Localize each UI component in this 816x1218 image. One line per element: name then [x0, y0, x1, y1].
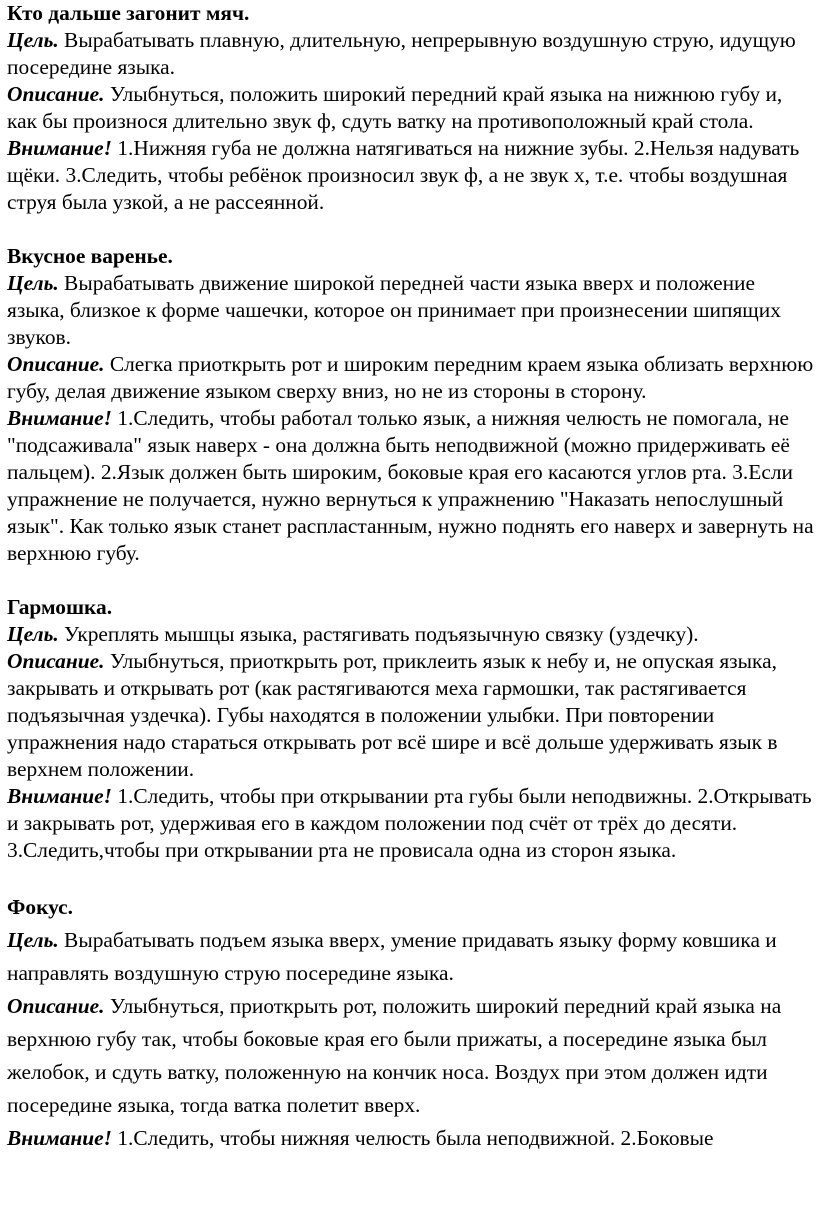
exercise-title: Фокус.: [7, 895, 73, 919]
goal-text: Вырабатывать подъем языка вверх, умение придавать языку форму ковшика и направлять воздушную струю посередине языка.: [7, 928, 777, 985]
goal-label: Цель.: [7, 28, 59, 52]
goal-paragraph: [7, 621, 816, 648]
attention-label: Внимание!: [7, 784, 112, 808]
goal-paragraph: [7, 924, 816, 990]
goal-label: Цель.: [7, 622, 59, 646]
goal-label: Цель.: [7, 928, 59, 952]
description-label: Описание.: [7, 649, 105, 673]
description-text: Улыбнуться, приоткрыть рот, положить широкий передний край языка на верхнюю губу так, чтобы боковые края его были прижаты, а посередине языка был желобок, и сдуть ватку, положенную на кончик носа. Воздух при этом должен идти посередине языка, тогда ватка полетит вверх.: [7, 994, 782, 1117]
exercise-title: Гармошка.: [7, 595, 113, 619]
exercise-jam: [7, 243, 816, 567]
attention-text: 1.Следить, чтобы при открывании рта губы были неподвижны. 2.Открывать и закрывать рот, удерживая его в каждом положении под счёт от трёх до десяти. 3.Следить,чтобы при открывании рта не провисала одна из сторон языка.: [7, 784, 812, 862]
goal-text: Укреплять мышцы языка, растягивать подъязычную связку (уздечку).: [58, 622, 699, 646]
attention-text: 1.Следить, чтобы работал только язык, а нижняя челюсть не помогала, не "подсаживала" язык наверх - она должна быть неподвижной (можно придерживать её пальцем). 2.Язык должен быть широким, боковые края его касаются углов рта. 3.Если упражнение не получается, нужно вернуться к упражнению "Наказать непослушный язык". Как только язык станет распластанным, нужно поднять его наверх и завернуть на верхнюю губу.: [7, 406, 814, 565]
exercise-title: Кто дальше загонит мяч.: [7, 1, 250, 25]
attention-paragraph: [7, 405, 816, 567]
attention-paragraph: [7, 1122, 816, 1155]
exercise-accordion: [7, 594, 816, 864]
attention-label: Внимание!: [7, 136, 112, 160]
goal-text: Вырабатывать плавную, длительную, непрерывную воздушную струю, идущую посередине языка.: [7, 28, 796, 79]
exercise-title: Вкусное варенье.: [7, 244, 173, 268]
goal-paragraph: [7, 270, 816, 351]
attention-text: 1.Нижняя губа не должна натягиваться на нижние зубы. 2.Нельзя надувать щёки. 3.Следить, чтобы ребёнок произносил звук ф, а не звук х, т.е. чтобы воздушная струя была узкой, а не рассеянной.: [7, 136, 800, 214]
goal-label: Цель.: [7, 271, 59, 295]
description-label: Описание.: [7, 994, 105, 1018]
exercise-trick: [7, 891, 816, 1155]
goal-text: Вырабатывать движение широкой передней части языка вверх и положение языка, близкое к форме чашечки, которое он принимает при произнесении шипящих звуков.: [7, 271, 781, 349]
description-text: Слегка приоткрыть рот и широким передним краем языка облизать верхнюю губу, делая движение языком сверху вниз, но не из стороны в сторону.: [7, 352, 814, 403]
description-text: Улыбнуться, положить широкий передний край языка на нижнюю губу и, как бы произнося длительно звук ф, сдуть ватку на противоположный край стола.: [7, 82, 783, 133]
description-label: Описание.: [7, 82, 105, 106]
description-text: Улыбнуться, приоткрыть рот, приклеить язык к небу и, не опуская языка, закрывать и открывать рот (как растягиваются меха гармошки, так растягивается подъязычная уздечка). Губы находятся в положении улыбки. При повторении упражнения надо стараться открывать рот всё шире и всё дольше удерживать язык в верхнем положении.: [7, 649, 778, 781]
description-paragraph: [7, 990, 816, 1122]
exercise-ball: [7, 0, 816, 216]
attention-label: Внимание!: [7, 1126, 112, 1150]
attention-text: 1.Следить, чтобы нижняя челюсть была неподвижной. 2.Боковые: [111, 1126, 714, 1150]
description-label: Описание.: [7, 352, 105, 376]
attention-label: Внимание!: [7, 406, 112, 430]
description-paragraph: [7, 648, 816, 783]
description-paragraph: [7, 351, 816, 405]
description-paragraph: [7, 81, 816, 135]
attention-paragraph: [7, 135, 816, 216]
goal-paragraph: [7, 27, 816, 81]
attention-paragraph: [7, 783, 816, 864]
